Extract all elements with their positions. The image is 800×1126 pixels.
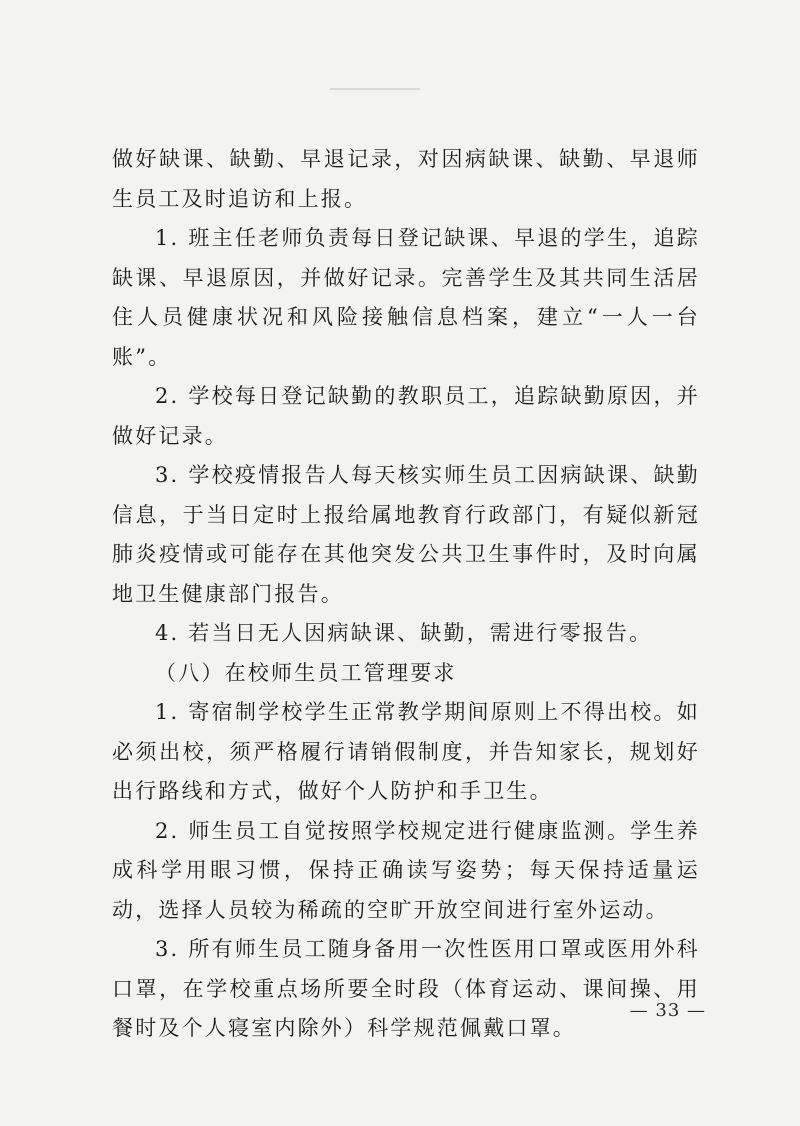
paragraph-section-item-1: 1. 寄宿制学校学生正常教学期间原则上不得出校。如必须出校，须严格履行请销假制度，并告知家长，规划好出行路线和方式，做好个人防护和手卫生。 bbox=[112, 700, 700, 803]
header-rule bbox=[330, 88, 420, 90]
paragraph-section-item-2: 2. 师生员工自觉按照学校规定进行健康监测。学生养成科学用眼习惯，保持正确读写姿势；每天保持适量运动，选择人员较为稀疏的空旷开放空间进行室外运动。 bbox=[112, 818, 700, 922]
paragraph-item-1: 1. 班主任老师负责每日登记缺课、早退的学生，追踪缺课、早退原因，并做好记录。完善学生及其共同生活居住人员健康状况和风险接触信息档案，建立“一人一台账”。 bbox=[112, 226, 700, 369]
paragraph-section-item-3: 3. 所有师生员工随身备用一次性医用口罩或医用外科口罩，在学校重点场所要全时段（体育运动、课间操、用餐时及个人寝室内除外）科学规范佩戴口罩。 bbox=[112, 937, 700, 1040]
section-heading: （八）在校师生员工管理要求 bbox=[155, 660, 457, 685]
page-number: — 33 — bbox=[629, 1000, 706, 1021]
paragraph-item-4: 4. 若当日无人因病缺课、缺勤，需进行零报告。 bbox=[155, 621, 653, 645]
paragraph-item-3: 3. 学校疫情报告人每天核实师生员工因病缺课、缺勤信息，于当日定时上报给属地教育行政部门，有疑似新冠肺炎疫情或可能存在其他突发公共卫生事件时，及时向属地卫生健康部门报告。 bbox=[112, 463, 700, 606]
paragraph-continuation: 做好缺课、缺勤、早退记录，对因病缺课、缺勤、早退师生员工及时追访和上报。 bbox=[112, 147, 700, 211]
paragraph-item-2: 2. 学校每日登记缺勤的教职员工，追踪缺勤原因，并做好记录。 bbox=[112, 384, 700, 448]
document-body bbox=[112, 140, 700, 1049]
